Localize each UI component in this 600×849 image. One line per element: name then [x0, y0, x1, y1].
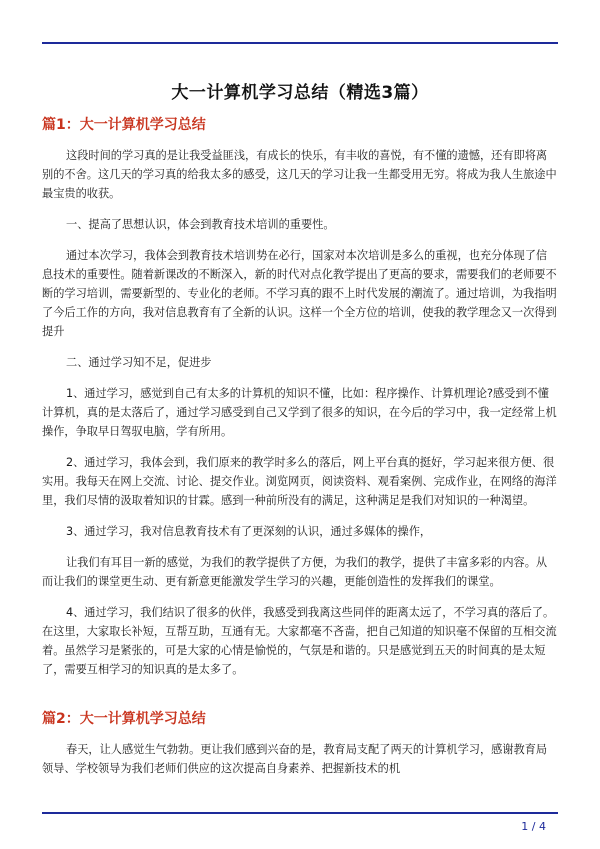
- paragraph: 这段时间的学习真的是让我受益匪浅，有成长的快乐，有丰收的喜悦，有不懂的遗憾，还有即将离别的不舍。这几天的学习真的给我太多的感受，这几天的学习让我一生都受用无穷。将成为我人生旅途中最宝贵的收获。: [42, 149, 557, 200]
- document-title: 大一计算机学习总结（精选3篇）: [171, 83, 429, 103]
- paragraph: 一、提高了思想认识，体会到教育技术培训的重要性。: [66, 218, 335, 231]
- footer-rule: [42, 812, 558, 814]
- paragraph: 春天，让人感觉生气勃勃。更让我们感到兴奋的是，教育局支配了两天的计算机学习，感谢教育局领导、学校领导为我们老师们供应的这次提高自身素养、把握新技术的机: [42, 743, 548, 775]
- section-heading-1: 篇1：大一计算机学习总结: [42, 117, 206, 133]
- header-rule: [42, 42, 558, 44]
- section-2-body: [42, 740, 558, 778]
- paragraph: 1、通过学习，感觉到自己有太多的计算机的知识不懂，比如：程序操作、计算机理论?感受到不懂计算机，真的是太落后了，通过学习感受到自己又学到了很多的知识，在今后的学习中，我一定经常上机操作，争取早日驾驭电脑，学有所用。: [42, 387, 557, 438]
- paragraph: 4、通过学习，我们结识了很多的伙伴，我感受到我离这些同伴的距离太远了，不学习真的落后了。在这里，大家取长补短，互帮互助，互通有无。大家都毫不吝啬，把自己知道的知识毫不保留的互相交流着。虽然学习是紧张的，可是大家的心情是愉悦的，气氛是和谐的。只是感觉到五天的时间真的是太短了，需要互相学习的知识真的是太多了。: [42, 606, 557, 676]
- section-1-body: [42, 146, 558, 679]
- paragraph: 二、通过学习知不足，促进步: [66, 356, 212, 369]
- section-heading-2: 篇2：大一计算机学习总结: [42, 711, 206, 727]
- page-number: 1 / 4: [521, 820, 546, 833]
- paragraph: 3、通过学习，我对信息教育技术有了更深刻的认识，通过多媒体的操作，: [66, 525, 432, 538]
- paragraph: 2、通过学习，我体会到，我们原来的教学时多么的落后，网上平台真的挺好，学习起来很方便、很实用。我每天在网上交流、讨论、提交作业。浏览网页，阅读资料、观看案例、完成作业，在网络的海洋里，我们尽情的汲取着知识的甘霖。感到一种前所没有的满足，这种满足是我们对知识的一种渴望。: [42, 456, 557, 507]
- paragraph: 通过本次学习，我体会到教育技术培训势在必行，国家对本次培训是多么的重视，也充分体现了信息技术的重要性。随着新课改的不断深入，新的时代对点化教学提出了更高的要求，需要我们的老师要不断的学习培训，需要新型的、专业化的老师。不学习真的跟不上时代发展的潮流了。通过培训，为我指明了今后工作的方向，我对信息教育有了全新的认识。这样一个全方位的培训，使我的教学理念又一次得到提升: [42, 249, 557, 338]
- paragraph: 让我们有耳目一新的感觉，为我们的教学提供了方便，为我们的教学，提供了丰富多彩的内容。从而让我们的课堂更生动、更有新意更能激发学生学习的兴趣，更能创造性的发挥我们的课堂。: [42, 556, 548, 588]
